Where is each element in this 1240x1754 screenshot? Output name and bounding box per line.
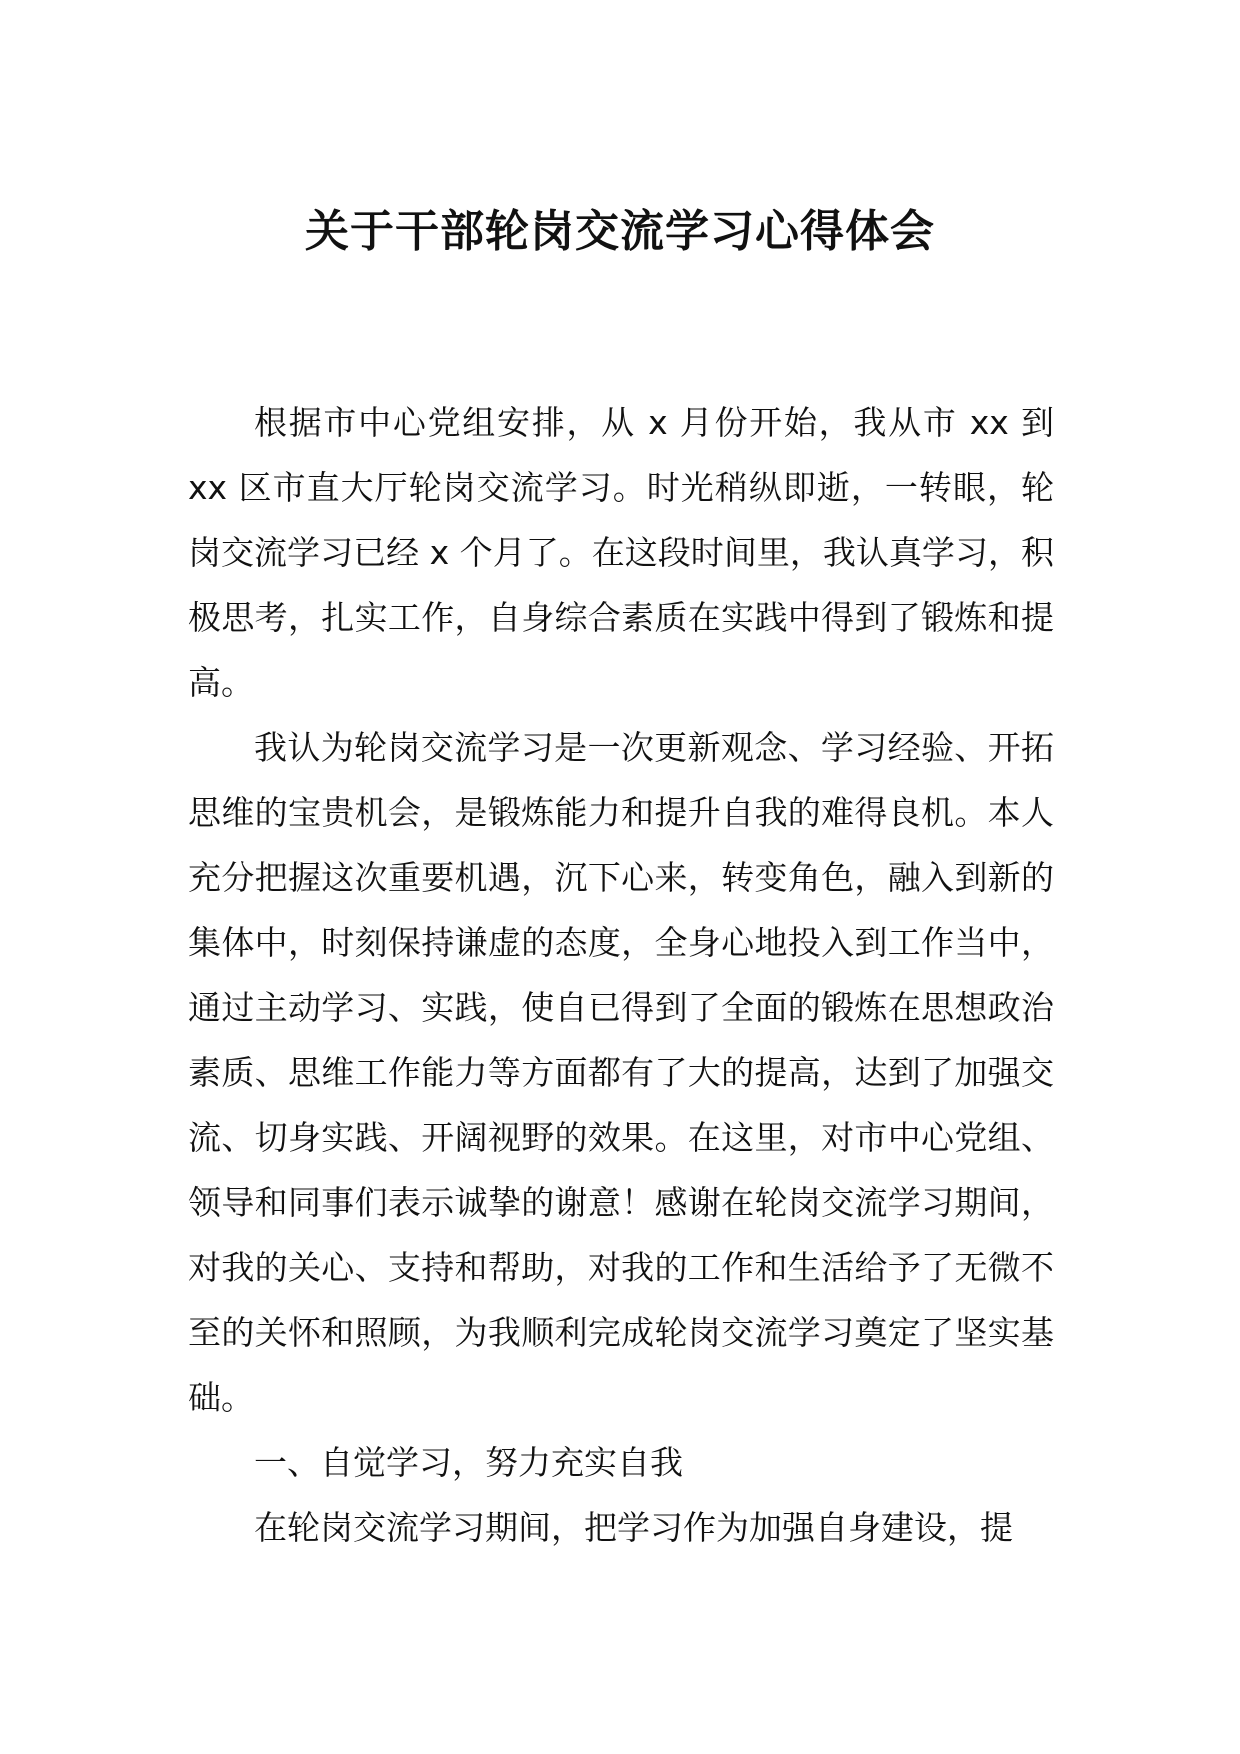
paragraph: 我认为轮岗交流学习是一次更新观念、学习经验、开拓思维的宝贵机会，是锻炼能力和提升自我的难得良机。本人充分把握这次重要机遇，沉下心来，转变角色，融入到新的集体中，时刻保持谦虚的态度，全身心地投入到工作当中，通过主动学习、实践，使自已得到了全面的锻炼在思想政治素质、思维工作能力等方面都有了大的提高，达到了加强交流、切身实践、开阔视野的效果。在这里，对市中心党组、领导和同事们表示诚挚的谢意！感谢在轮岗交流学习期间，对我的关心、支持和帮助，对我的工作和生活给予了无微不至的关怀和照顾，为我顺利完成轮岗交流学习奠定了坚实基础。 — [188, 728, 1054, 1417]
document-body — [188, 390, 1054, 1560]
paragraph: 根据市中心党组安排，从 x 月份开始，我从市 xx 到 xx 区市直大厅轮岗交流学习。时光稍纵即逝，一转眼，轮岗交流学习已经 x 个月了。在这段时间里，我认真学习，积极思考，扎实工作，自身综合素质在实践中得到了锻炼和提高。 — [188, 403, 1054, 702]
section-heading: 一、自觉学习，努力充实自我 — [254, 1443, 683, 1482]
paragraph: 在轮岗交流学习期间，把学习作为加强自身建设，提 — [254, 1508, 1013, 1547]
document-title: 关于干部轮岗交流学习心得体会 — [305, 206, 935, 257]
